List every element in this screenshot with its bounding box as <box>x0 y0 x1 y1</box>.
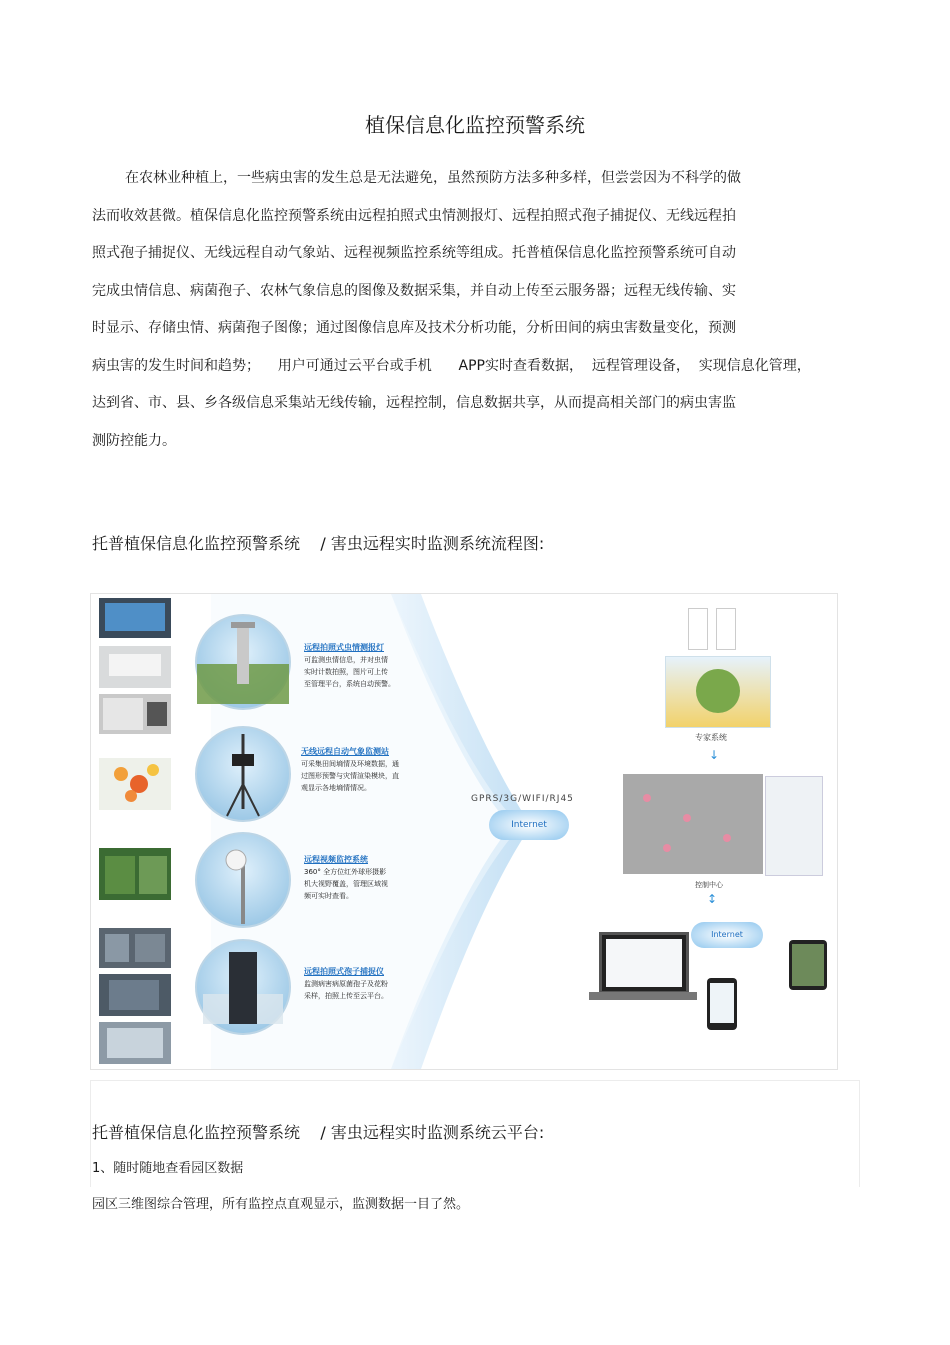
phone-icon <box>707 978 737 1030</box>
device-desc: 360° 全方位红外球形摄影 <box>304 868 387 876</box>
expert-system-image <box>665 656 771 728</box>
laptop-base <box>589 992 697 1000</box>
paragraph-line: 时显示、存储虫情、病菌孢子图像；通过图像信息库及技术分析功能，分析田间的病虫害数量变化，预测 <box>92 320 736 336</box>
device-desc: 过图形预警与灾情渲染模块，直 <box>301 772 399 780</box>
expert-person-icon <box>716 608 736 650</box>
device-desc: 频可实时查看。 <box>304 892 353 900</box>
expert-person-icon <box>688 608 708 650</box>
paragraph-line: 病虫害的发生时间和趋势； 用户可通过云平台或手机 APP实时查看数据， 远程管理设备， 实现信息化管理， <box>92 357 811 374</box>
device-circle-3 <box>196 833 290 927</box>
flowchart-heading: 托普植保信息化监控预警系统 / 害虫远程实时监测系统流程图: <box>92 534 545 553</box>
internet-label: Internet <box>711 930 743 939</box>
laptop-icon <box>599 932 689 994</box>
cloud-platform-heading: 托普植保信息化监控预警系统 / 害虫远程实时监测系统云平台: <box>92 1123 545 1142</box>
document-title: 植保信息化监控预警系统 <box>365 113 585 137</box>
device-title: 远程拍照式孢子捕捉仪 <box>304 967 384 976</box>
paragraph-line: 测防控能力。 <box>92 432 176 449</box>
device-desc: 监测病害病原菌孢子及花粉 <box>304 980 388 988</box>
device-circle-1 <box>196 615 290 709</box>
device-title: 远程拍照式虫情测报灯 <box>304 643 384 652</box>
expert-system-label: 专家系统 <box>695 733 727 742</box>
device-desc: 机大视野覆盖，管理区域视 <box>304 880 388 888</box>
system-flowchart-figure <box>90 593 838 1070</box>
bidirectional-arrow-icon: ↕ <box>707 892 718 906</box>
internet-cloud-icon <box>489 810 569 840</box>
device-label-1 <box>304 642 404 690</box>
thumbnail-panel <box>765 776 823 876</box>
down-arrow-icon: ↓ <box>709 748 720 762</box>
left-thumbnails <box>99 598 171 1064</box>
device-desc: 实时计数拍照，图片可上传 <box>304 668 388 676</box>
device-desc: 观显示各地墒情情况。 <box>301 784 371 792</box>
internet-label: Internet <box>511 820 547 830</box>
feature-item-1: 1、随时随地查看园区数据 <box>92 1161 244 1176</box>
paragraph-line: 达到省、市、县、乡各级信息采集站无线传输，远程控制，信息数据共享，从而提高相关部门的病虫害监 <box>92 395 736 411</box>
paragraph-line: 法而收效甚微。植保信息化监控预警系统由远程拍照式虫情测报灯、远程拍照式孢子捕捉仪、无线远程拍 <box>92 207 736 224</box>
device-title: 远程视频监控系统 <box>304 855 368 864</box>
device-label-2 <box>301 746 413 794</box>
device-desc: 可采集田间墒情及环境数据，通 <box>301 760 399 768</box>
device-desc: 可监测虫情信息，并对虫情 <box>304 656 388 664</box>
device-circle-2 <box>196 727 290 821</box>
paragraph-line: 照式孢子捕捉仪、无线远程自动气象站、远程视频监控系统等组成。托普植保信息化监控预警系统可自动 <box>92 245 736 261</box>
internet-cloud-icon <box>691 922 763 948</box>
device-desc: 采样，拍照上传至云平台。 <box>304 992 388 1000</box>
monitor-image <box>623 774 763 874</box>
device-desc: 至管理平台，系统自动预警。 <box>304 680 395 688</box>
tablet-icon <box>789 940 827 990</box>
device-circle-4 <box>196 940 290 1034</box>
device-label-4 <box>304 966 404 1002</box>
network-label: GPRS/3G/WIFI/RJ45 <box>471 794 574 804</box>
paragraph-line: 完成虫情信息、病菌孢子、农林气象信息的图像及数据采集，并自动上传至云服务器；远程无线传输、实 <box>92 282 736 299</box>
control-center-label: 控制中心 <box>695 881 723 889</box>
intro-paragraph <box>92 160 852 460</box>
feature-item-1-desc: 园区三维图综合管理，所有监控点直观显示，监测数据一目了然。 <box>92 1197 470 1212</box>
device-title: 无线远程自动气象监测站 <box>301 747 389 756</box>
paragraph-line: 在农林业种植上，一些病虫害的发生总是无法避免，虽然预防方法多种多样，但尝尝因为不科学的做 <box>125 170 741 186</box>
device-label-3 <box>304 854 404 902</box>
